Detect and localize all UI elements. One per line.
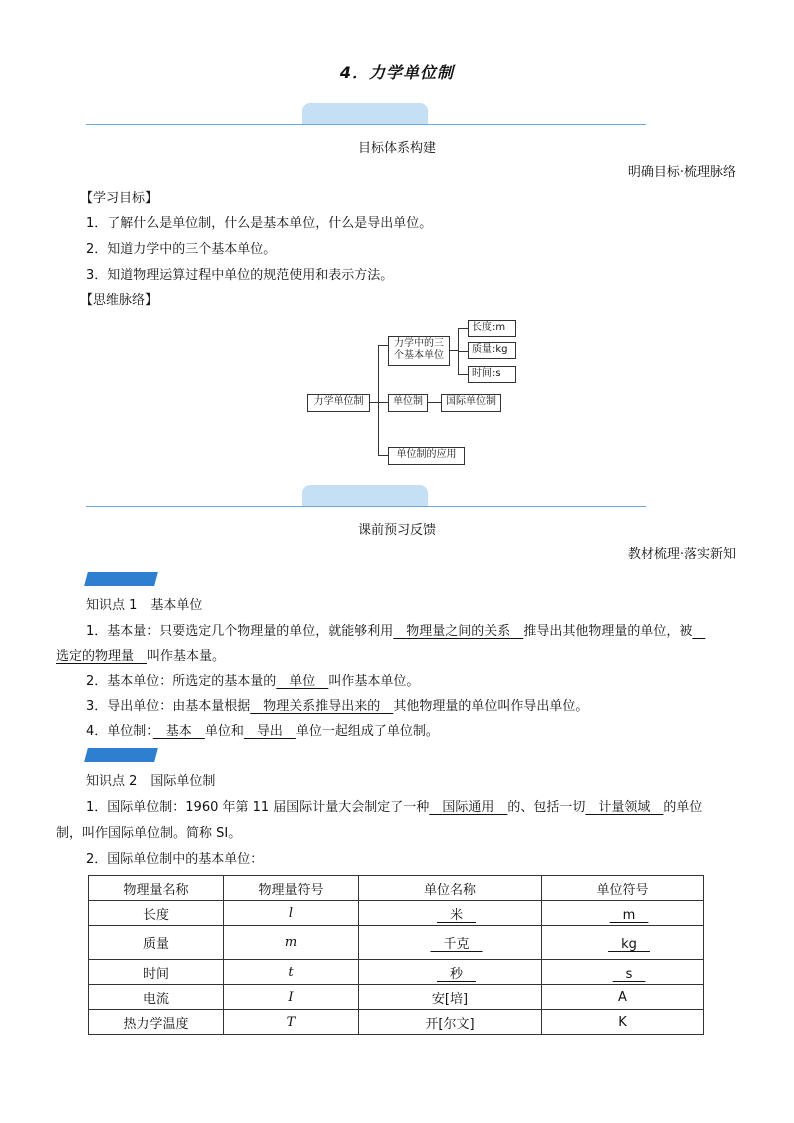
table-row: 热力学温度 T 开[尔文] K [89,1010,704,1035]
mindmap-branch-application: 单位制的应用 [388,447,465,465]
fill-blank: 物理量之间的关系 [406,624,511,639]
mindmap-leaf: 长度:m [468,320,516,337]
section-subtitle: 明确目标·梳理脉络 [627,165,736,180]
knowledge-tag-marker [84,748,158,762]
mindmap-branch-basic-units: 力学中的三个基本单位 [388,336,450,366]
connector [378,345,388,346]
fill-blank: 计量领域 [598,800,651,815]
fill-blank: 物理关系推导出来的 [263,699,381,714]
goal-item: 2．知道力学中的三个基本单位。 [86,242,277,257]
fill-blank: 米 [450,907,464,923]
mindmap-label: 【思维脉络】 [80,293,159,308]
table-row: 电流 I 安[培] A [89,985,704,1010]
goal-item: 3．知道物理运算过程中单位的规范使用和表示方法。 [86,268,394,283]
table-header-row [89,876,704,901]
connector [428,402,441,403]
fill-blank: m [622,907,636,923]
goals-label: 【学习目标】 [80,191,159,206]
table-row: 质量 m 千克 kg [89,926,704,960]
table-row: 时间 t 秒 s [89,960,704,985]
connector [378,345,379,455]
section-subtitle: 教材梳理·落实新知 [627,547,736,562]
goal-item: 1．了解什么是单位制，什么是基本单位，什么是导出单位。 [86,216,433,231]
si-base-units-table [88,875,704,1035]
connector [458,328,468,329]
fill-blank: 千克 [443,937,470,952]
paragraph-line: 2．国际单位制中的基本单位： [86,852,264,867]
mindmap-leaf: 质量:kg [468,342,516,359]
section-heading: 课前预习反馈 [357,523,436,538]
connector [450,350,458,351]
fill-blank: 基本 [165,724,192,739]
fill-blank: 国际通用 [442,800,495,815]
section-divider [86,124,646,125]
column-header: 物理量符号 [224,876,359,901]
mindmap-branch-si: 国际单位制 [441,394,501,412]
paragraph-line: 1．基本量：只要选定几个物理量的单位，就能够利用 物理量之间的关系 推导出其他物理量的单位，被 [86,624,693,639]
connector [378,455,388,456]
table-row: 长度 l 米 m [89,901,704,926]
fill-blank: 秒 [450,966,464,982]
fill-blank: kg [621,937,637,952]
paragraph-line: 3．导出单位：由基本量根据 物理关系推导出来的 其他物理量的单位叫作导出单位。 [86,699,589,714]
section-divider [86,506,646,507]
column-header: 单位名称 [359,876,542,901]
paragraph-line: 选定的物理量 叫作基本量。 [56,649,226,664]
connector [370,402,378,403]
column-header: 物理量名称 [89,876,224,901]
fill-blank: 选定的物理量 [56,649,135,664]
paragraph-line: 4．单位制： 基本 单位和 导出 单位一起组成了单位制。 [86,724,439,739]
section-banner-tab [302,485,428,506]
connector [458,374,468,375]
column-header: 单位符号 [542,876,704,901]
mindmap-leaf: 时间:s [468,366,516,383]
fill-blank: 导出 [256,724,283,739]
paragraph-line: 2．基本单位：所选定的基本量的 单位 叫作基本单位。 [86,674,420,689]
section-banner-tab [302,103,428,124]
paragraph-line: 制，叫作国际单位制。简称 SI。 [56,826,242,841]
connector [458,351,468,352]
section-heading: 目标体系构建 [357,141,436,156]
fill-blank: s [625,966,633,982]
paragraph-line: 1．国际单位制：1960 年第 11 届国际计量大会制定了一种 国际通用 的、包括一切 计量领域 的单位 [86,800,703,815]
fill-blank: 单位 [289,674,316,689]
mindmap-root: 力学单位制 [307,394,370,412]
mindmap-branch-unit-system: 单位制 [388,394,428,412]
knowledge-point-title: 知识点 1 基本单位 [86,598,203,613]
knowledge-point-title: 知识点 2 国际单位制 [86,774,216,789]
page-title: 4．力学单位制 [339,63,455,82]
connector [378,402,388,403]
knowledge-tag-marker [84,572,158,586]
